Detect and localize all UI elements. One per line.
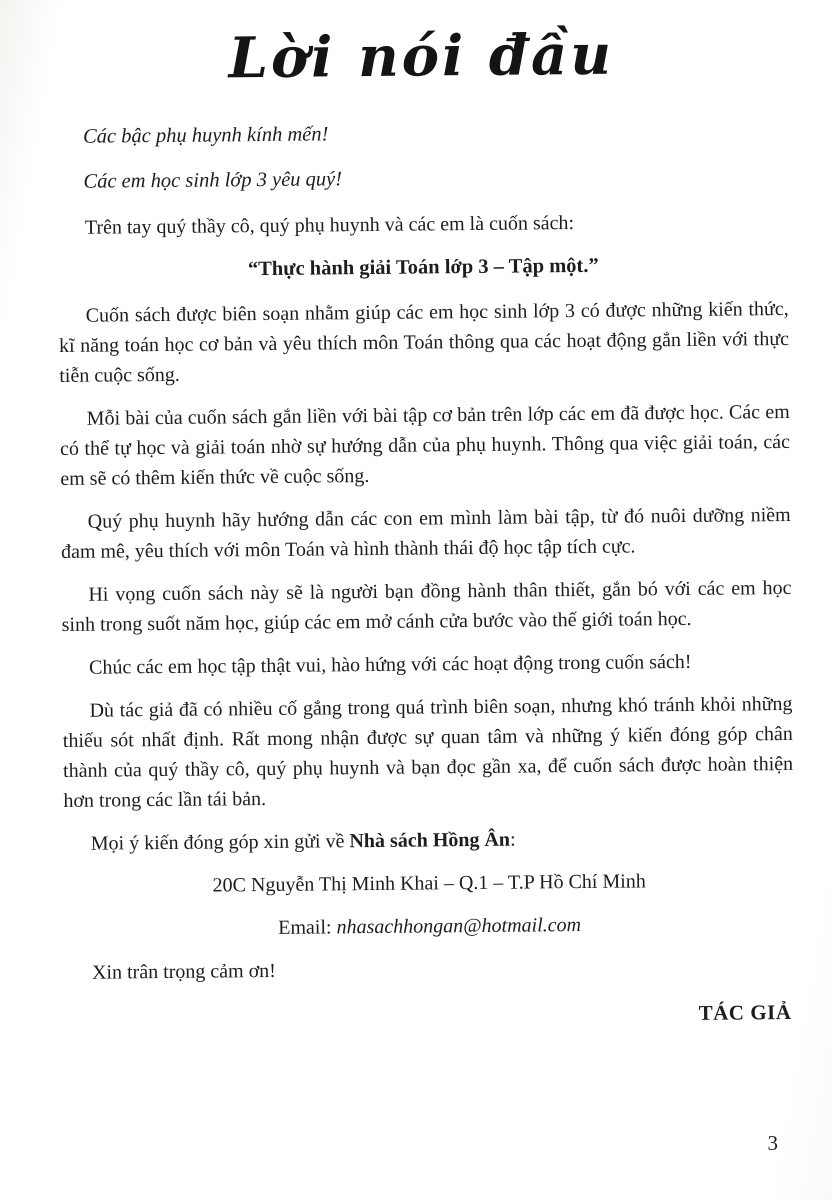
paragraph-about-book: Cuốn sách được biên soạn nhằm giúp các em học sinh lớp 3 có được những kiến thức, kĩ năng toán học cơ bản và yêu thích môn Toán thông qua các hoạt động gắn liền với thực tiễn cuộc sống. bbox=[58, 297, 790, 387]
page-number: 3 bbox=[767, 1131, 778, 1155]
greeting-students: Các em học sinh lớp 3 yêu quý! bbox=[83, 168, 343, 194]
author-signature: TÁC GIẢ bbox=[698, 999, 792, 1025]
greeting-parents: Các bậc phụ huynh kính mến! bbox=[82, 122, 329, 148]
email-line bbox=[64, 908, 794, 945]
thanks-line: Xin trân trọng cảm ơn! bbox=[91, 959, 277, 984]
paragraph-lessons: Mỗi bài của cuốn sách gắn liền với bài tập cơ bản trên lớp các em đã được học. Các em có thể tự học và giải toán nhờ sự hướng dẫn của phụ huynh. Thông qua việc giải toán, các em sẽ có thêm kiến thức về cuộc sống. bbox=[59, 400, 791, 490]
page-title: Lời nói đầu bbox=[228, 21, 615, 92]
paragraph-wish: Chúc các em học tập thật vui, hào hứng với các hoạt động trong cuốn sách! bbox=[89, 650, 692, 679]
email-label: Email: bbox=[278, 916, 337, 939]
feedback-prefix-text: Mọi ý kiến đóng góp xin gửi về bbox=[90, 830, 350, 855]
paragraph-apology: Dù tác giả đã có nhiều cố gắng trong quá trình biên soạn, nhưng khó tránh khỏi những thiếu sót nhất định. Rất mong nhận được sự quan tâm và những ý kiến đóng góp chân thành của quý thầy cô, quý phụ huynh và bạn đọc gần xa, để cuốn sách được hoàn thiện hơn trong các lần tái bản. bbox=[62, 692, 794, 812]
page-content bbox=[56, 23, 796, 1035]
intro-line: Trên tay quý thầy cô, quý phụ huynh và các em là cuốn sách: bbox=[84, 212, 575, 239]
paragraph-parents-guidance: Quý phụ huynh hãy hướng dẫn các con em mình làm bài tập, từ đó nuôi dưỡng niềm đam mê, yêu thích với môn Toán và hình thành thái độ học tập tích cực. bbox=[60, 503, 791, 563]
feedback-suffix-text: : bbox=[509, 828, 516, 851]
feedback-line bbox=[64, 822, 794, 859]
publisher-name: Nhà sách Hồng Ân bbox=[349, 828, 511, 853]
email-address: nhasachhongan@hotmail.com bbox=[336, 913, 582, 939]
paragraph-companion: Hi vọng cuốn sách này sẽ là người bạn đồng hành thân thiết, gắn bó với các em học sinh trong suốt năm học, giúp các em mở cánh cửa bước vào thế giới toán học. bbox=[61, 576, 792, 636]
address-line: 20C Nguyễn Thị Minh Khai – Q.1 – T.P Hồ Chí Minh bbox=[212, 870, 646, 897]
book-title: “Thực hành giải Toán lớp 3 – Tập một.” bbox=[247, 254, 599, 281]
